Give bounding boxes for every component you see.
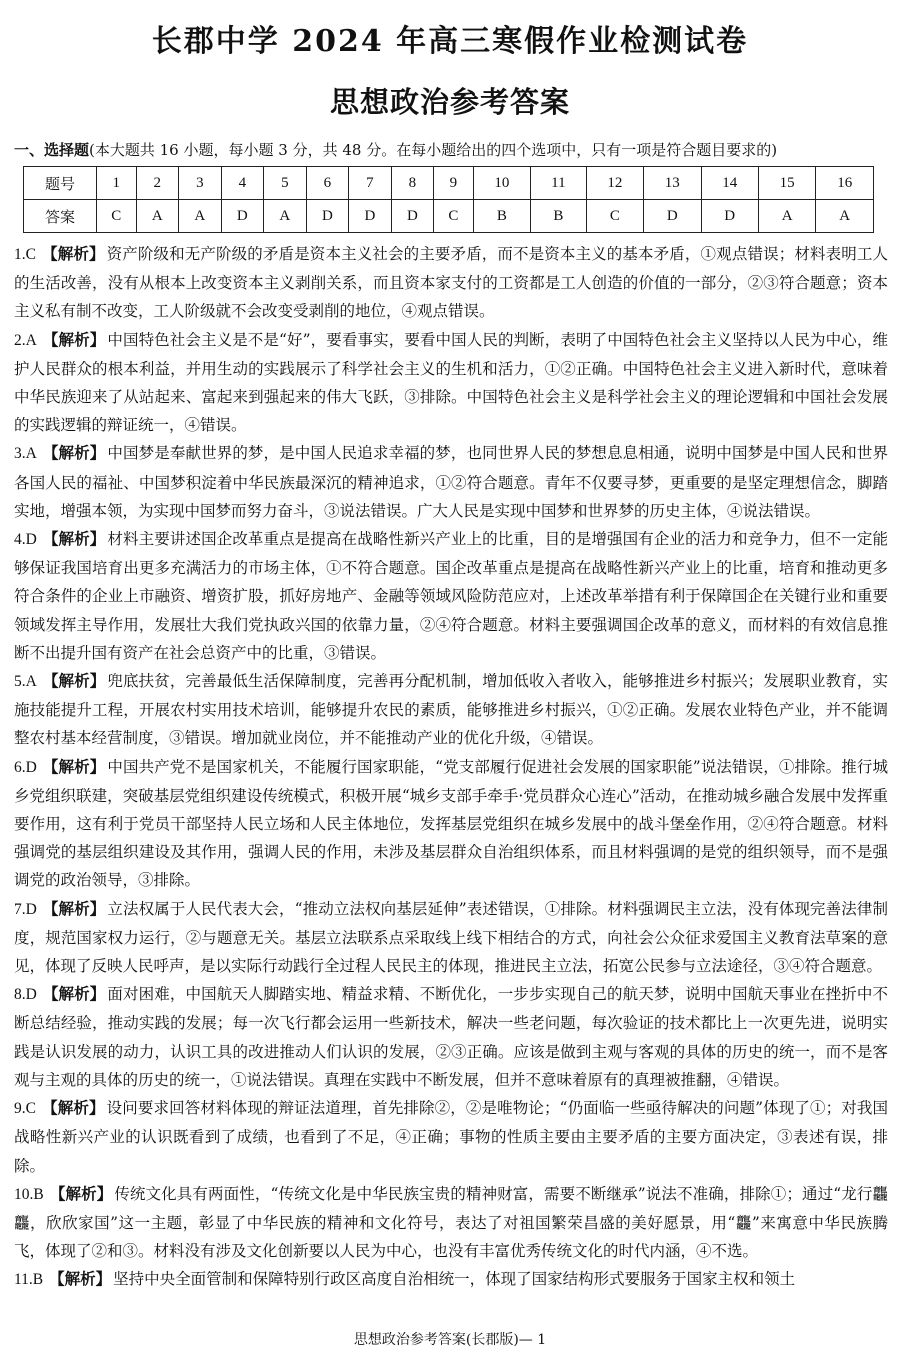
explanations — [14, 240, 888, 1295]
explanation-item — [14, 980, 888, 1094]
explanation-text: 兜底扶贫，完善最低生活保障制度，完善再分配机制，增加低收入者收入，能够推进乡村振兴；发展职业教育，实施技能提升工程，开展农村实用技术培训，能够提升农民的素质，能够推进乡村振兴，①②正确。发展农业特色产业，并不能调整农村基本经营制度，③错误。增加就业岗位，并不能推动产业的优化升级，④错误。 — [14, 672, 888, 748]
explanation-text: 资产阶级和无产阶级的矛盾是资本主义社会的主要矛盾，而不是资本主义的基本矛盾，①观点错误；材料表明工人的生活改善，没有从根本上改变资本主义剥削关系，而且资本家支付的工资都是工人创造的价值的一部分，②③符合题意；资本主义私有制不改变，工人阶级就不会改变受剥削的地位，④观点错误。 — [14, 245, 888, 321]
item-number: 1.C — [14, 246, 36, 263]
answer-key-title: 思想政治参考答案 — [329, 85, 570, 119]
item-number: 6.D — [14, 758, 37, 776]
explanation-text: 立法权属于人民代表大会，“推动立法权向基层延伸”表述错误，①排除。材料强调民主立法，没有体现完善法律制度，规范国家权力运行，②与题意无关。基层立法联系点采取线上线下相结合的方式，向社会公众征求爱国主义教育法草案的意见，体现了反映人民呼声，是以实际行动践行全过程人民民主的体现，推进民主立法，拓宽公民参与立法途径，③④符合题意。 — [14, 899, 888, 976]
analysis-tag: 【解析】 — [42, 443, 106, 463]
exam-title: 长郡中学 2024 年高三寒假作业检测试卷 — [151, 24, 749, 59]
analysis-tag: 【解析】 — [42, 898, 106, 918]
section-label: 一、选择题 — [14, 141, 90, 159]
question-number-cell: 13 — [644, 167, 701, 200]
answer-cell: C — [586, 200, 643, 233]
section-description: (本大题共 16 小题，每小题 3 分，共 48 分。在每小题给出的四个选项中，只有一项是符合题目要求的) — [89, 141, 778, 159]
question-number-cell: 4 — [221, 167, 264, 200]
analysis-tag: 【解析】 — [49, 1269, 112, 1289]
question-number-cell: 7 — [349, 167, 392, 200]
explanation-text: 传统文化具有两面性，“传统文化是中华民族宝贵的精神财富，需要不断继承”说法不准确，排除①；通过“龙行龘龘，欣欣家国”这一主题，彰显了中华民族的精神和文化符号，表达了对祖国繁荣昌盛的美好愿景，用“龘”来寓意中华民族腾飞，体现了②和③。材料没有涉及文化创新要以人民为中心，也没有丰富优秀传统文化的时代内涵，④不选。 — [14, 1184, 888, 1261]
question-number-cell: 16 — [816, 167, 874, 200]
explanation-item — [14, 525, 888, 667]
answer-cell: A — [179, 200, 222, 233]
question-number-cell: 9 — [434, 167, 474, 200]
explanation-text: 中国梦是奉献世界的梦，是中国人民追求幸福的梦，也同世界人民的梦想息息相通，说明中国梦是中国人民和世界各国人民的福祉、中国梦积淀着中华民族最深沉的精神追求，①②符合题意。青年不仅要寻梦，更重要的是坚定理想信念，脚踏实地，增强本领，为实现中国梦而努力奋斗，③说法错误。广大人民是实现中国梦和世界梦的历史主体，④说法错误。 — [14, 444, 888, 520]
analysis-tag: 【解析】 — [41, 244, 105, 263]
answer-row — [24, 200, 874, 233]
question-number-cell: 3 — [179, 167, 222, 200]
item-number: 2.A — [14, 331, 37, 349]
explanation-text: 面对困难，中国航天人脚踏实地、精益求精、不断优化，一步步实现自己的航天梦，说明中国航天事业在挫折中不断总结经验，推动实践的发展；每一次飞行都会运用一些新技术，解决一些老问题，每次验证的技术都比上一次更先进，说明实践是认识发展的动力，认识工具的改进推动人们认识的发展，②③正确。应该是做到主观与客观的具体的历史的统一，而不是客观与主观的具体的历史的统一，①说法错误。真理在实践中不断发展，但并不意味着原有的真理被推翻，④错误。 — [14, 985, 888, 1089]
answer-cell: D — [391, 200, 434, 233]
question-number-header: 题号 — [24, 167, 97, 200]
analysis-tag: 【解析】 — [42, 756, 106, 776]
answer-cell: D — [221, 200, 264, 233]
question-number-cell: 5 — [264, 167, 307, 200]
answer-cell: D — [644, 200, 701, 233]
section-heading — [14, 140, 890, 160]
explanation-item — [14, 326, 888, 440]
question-number-cell: 1 — [97, 167, 137, 200]
answer-cell: D — [349, 200, 392, 233]
answer-cell: A — [816, 200, 874, 233]
answer-cell: B — [473, 200, 530, 233]
answer-cell: C — [97, 200, 137, 233]
answer-table — [23, 166, 874, 233]
item-number: 3.A — [14, 445, 37, 463]
item-number: 7.D — [14, 900, 37, 918]
question-number-row — [24, 167, 874, 200]
page-footer: 思想政治参考答案(长郡版)— 1 — [353, 1332, 547, 1348]
answer-cell: A — [264, 200, 307, 233]
explanation-item — [14, 1265, 888, 1294]
answer-cell: C — [434, 200, 474, 233]
question-number-cell: 8 — [391, 167, 434, 200]
analysis-tag: 【解析】 — [41, 1098, 105, 1118]
explanation-item — [14, 1180, 888, 1266]
analysis-tag: 【解析】 — [49, 1183, 113, 1203]
question-number-cell: 12 — [586, 167, 643, 200]
analysis-tag: 【解析】 — [42, 329, 106, 349]
explanation-text: 材料主要讲述国企改革重点是提高在战略性新兴产业上的比重，目的是增强国有企业的活力和竞争力，但不一定能够保证我国培育出更多充满活力的市场主体，①不符合题意。国企改革重点是提高在战略性新兴产业上的比重，培育和推动更多符合条件的企业上市融资、增资扩股，抓好房地产、金融等领域风险防范应对，上述改革举措有利于保障国企在关键行业和重要领域发挥主导作用，发展壮大我们党执政兴国的依靠力量，②④符合题意。材料主要强调国企改革的意义，而材料的有效信息推断不出提升国有资产在社会总资产中的比重，③错误。 — [14, 530, 888, 662]
item-number: 9.C — [14, 1100, 36, 1118]
explanation-item — [14, 439, 888, 525]
explanation-text: 坚持中央全面管制和保障特别行政区高度自治相统一，体现了国家结构形式要服务于国家主权和领土 — [113, 1270, 796, 1289]
item-number: 11.B — [14, 1271, 44, 1289]
answer-cell: A — [758, 200, 815, 233]
analysis-tag: 【解析】 — [42, 671, 106, 691]
item-number: 4.D — [14, 531, 37, 549]
explanation-item — [14, 667, 888, 753]
answer-cell: B — [531, 200, 586, 233]
question-number-cell: 6 — [306, 167, 349, 200]
answer-cell: D — [306, 200, 349, 233]
item-number: 10.B — [14, 1185, 44, 1203]
item-number: 5.A — [14, 673, 37, 691]
item-number: 8.D — [14, 986, 37, 1004]
analysis-tag: 【解析】 — [42, 984, 106, 1004]
explanation-item — [14, 895, 888, 981]
question-number-cell: 2 — [136, 167, 179, 200]
explanation-item — [14, 1094, 888, 1180]
answer-cell: D — [701, 200, 758, 233]
question-number-cell: 15 — [758, 167, 815, 200]
analysis-tag: 【解析】 — [42, 529, 106, 549]
explanation-text: 设问要求回答材料体现的辩证法道理，首先排除②，②是唯物论；“仍面临一些亟待解决的问题”体现了①；对我国战略性新兴产业的认识既看到了成绩，也看到了不足，④正确；事物的性质主要由主要矛盾的主要方面决定，③表述有误，排除。 — [14, 1099, 888, 1175]
question-number-cell: 11 — [531, 167, 586, 200]
explanation-item — [14, 240, 888, 326]
answer-cell: A — [136, 200, 179, 233]
question-number-cell: 14 — [701, 167, 758, 200]
question-number-cell: 10 — [473, 167, 530, 200]
answer-header: 答案 — [24, 200, 97, 233]
explanation-text: 中国特色社会主义是不是“好”，要看事实，要看中国人民的判断，表明了中国特色社会主义坚持以人民为中心，维护人民群众的根本利益，并用生动的实践展示了科学社会主义的生机和活力，①②正确。中国特色社会主义进入新时代，意味着中华民族迎来了从站起来、富起来到强起来的伟大飞跃，③排除。中国特色社会主义是科学社会主义的理论逻辑和中国社会发展的实践逻辑的辩证统一，④错误。 — [14, 330, 888, 435]
explanation-item — [14, 753, 888, 895]
explanation-text: 中国共产党不是国家机关，不能履行国家职能，“党支部履行促进社会发展的国家职能”说法错误，①排除。推行城乡党组织联建，突破基层党组织建设传统模式，积极开展“城乡支部手牵手·党员群众心连心”活动，在推动城乡融合发展中发挥重要作用，这有利于党员干部坚持人民立场和人民主体地位，发挥基层党组织在城乡发展中的战斗堡垒作用，②④符合题意。材料强调党的基层组织建设及其作用，强调人民的作用，未涉及基层群众自治组织体系，而且材料强调的是党的组织领导，而不是强调党的政治领导，③排除。 — [14, 757, 888, 890]
